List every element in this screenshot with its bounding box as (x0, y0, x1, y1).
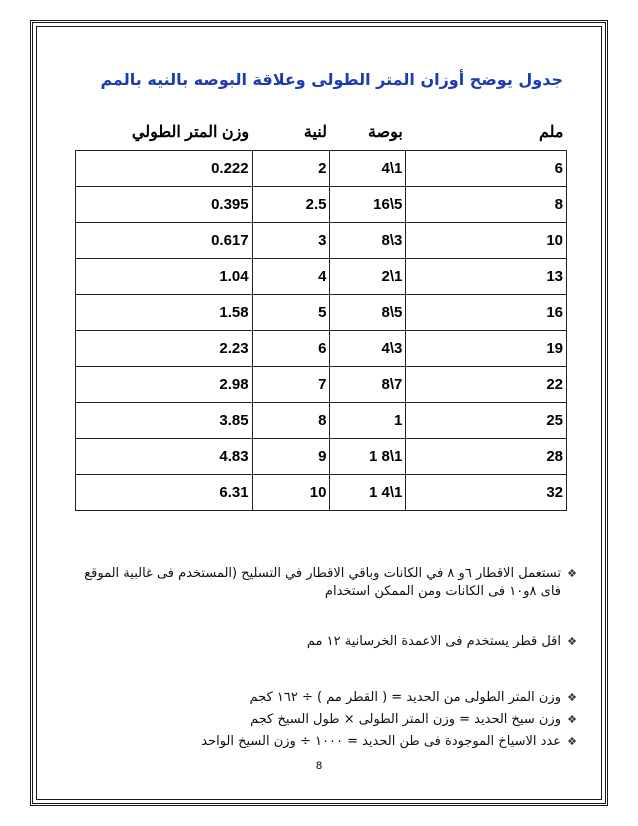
table-row (76, 438, 567, 474)
list-item (73, 733, 583, 751)
table-row (76, 294, 567, 330)
cell-weight: 1.58 (76, 294, 253, 330)
note-text: عدد الاسياخ الموجودة فى طن الحديد = ١٠٠٠ ÷ وزن السيخ الواحد (201, 734, 561, 749)
cell-inch: 4\3 (330, 330, 406, 366)
header-mm: ملم (406, 114, 567, 150)
table-header-row (76, 114, 567, 150)
list-item (73, 565, 583, 601)
cell-weight: 2.23 (76, 330, 253, 366)
cell-inch: 8\5 (330, 294, 406, 330)
cell-inch: 8\7 (330, 366, 406, 402)
cell-weight: 6.31 (76, 474, 253, 510)
note-text: وزن سيخ الحديد = وزن المتر الطولى × طول السيخ كجم (250, 712, 561, 727)
cell-linia: 5 (252, 294, 330, 330)
list-item (73, 711, 583, 729)
cell-weight: 0.617 (76, 222, 253, 258)
cell-mm: 13 (406, 258, 567, 294)
list-item (73, 633, 583, 651)
cell-weight: 1.04 (76, 258, 253, 294)
cell-mm: 6 (406, 150, 567, 186)
table-row (76, 150, 567, 186)
cell-linia: 10 (252, 474, 330, 510)
page-number: 8 (315, 760, 323, 772)
cell-inch: 4\1 (330, 150, 406, 186)
table-row (76, 330, 567, 366)
cell-mm: 8 (406, 186, 567, 222)
cell-linia: 9 (252, 438, 330, 474)
list-item (73, 689, 583, 707)
cell-mm: 22 (406, 366, 567, 402)
cell-mm: 16 (406, 294, 567, 330)
cell-mm: 19 (406, 330, 567, 366)
note-text: اقل قطر يستخدم فى الاعمدة الخرسانية ١٢ مم (306, 634, 561, 649)
cell-mm: 10 (406, 222, 567, 258)
cell-linia: 7 (252, 366, 330, 402)
cell-weight: 4.83 (76, 438, 253, 474)
table-row (76, 186, 567, 222)
note-text: تستعمل الاقطار ٦و ٨ في الكانات وباقي الاقطار في التسليح (المستخدم فى غالبية الموقع فاى ٨و١٠ فى الكانات ومن الممكن استخدام (84, 566, 561, 599)
header-inch: بوصة (330, 114, 406, 150)
cell-mm: 28 (406, 438, 567, 474)
diamond-bullet-icon: ❖ (567, 713, 577, 726)
cell-inch: 16\5 (330, 186, 406, 222)
cell-linia: 4 (252, 258, 330, 294)
cell-weight: 0.222 (76, 150, 253, 186)
header-linia: لنية (252, 114, 330, 150)
cell-inch: 2\1 (330, 258, 406, 294)
table-row (76, 366, 567, 402)
notes-list (73, 565, 583, 755)
rebar-weight-table (75, 114, 567, 511)
cell-inch: 1 8\1 (330, 438, 406, 474)
cell-linia: 6 (252, 330, 330, 366)
cell-weight: 3.85 (76, 402, 253, 438)
table-row (76, 258, 567, 294)
cell-inch: 8\3 (330, 222, 406, 258)
table-row (76, 474, 567, 510)
cell-linia: 8 (252, 402, 330, 438)
cell-linia: 3 (252, 222, 330, 258)
header-weight: وزن المتر الطولي (76, 114, 253, 150)
cell-weight: 2.98 (76, 366, 253, 402)
table-title: جدول يوضح أوزان المتر الطولى وعلاقة البوصه بالنيه بالمم (100, 70, 563, 89)
cell-inch: 1 4\1 (330, 474, 406, 510)
table-row (76, 402, 567, 438)
cell-linia: 2.5 (252, 186, 330, 222)
diamond-bullet-icon: ❖ (567, 567, 577, 580)
cell-inch: 1 (330, 402, 406, 438)
table-row (76, 222, 567, 258)
diamond-bullet-icon: ❖ (567, 691, 577, 704)
diamond-bullet-icon: ❖ (567, 635, 577, 648)
cell-weight: 0.395 (76, 186, 253, 222)
cell-mm: 25 (406, 402, 567, 438)
cell-linia: 2 (252, 150, 330, 186)
cell-mm: 32 (406, 474, 567, 510)
note-text: وزن المتر الطولى من الحديد = ( القطر مم ) ÷ ١٦٢ كجم (249, 690, 561, 705)
diamond-bullet-icon: ❖ (567, 735, 577, 748)
